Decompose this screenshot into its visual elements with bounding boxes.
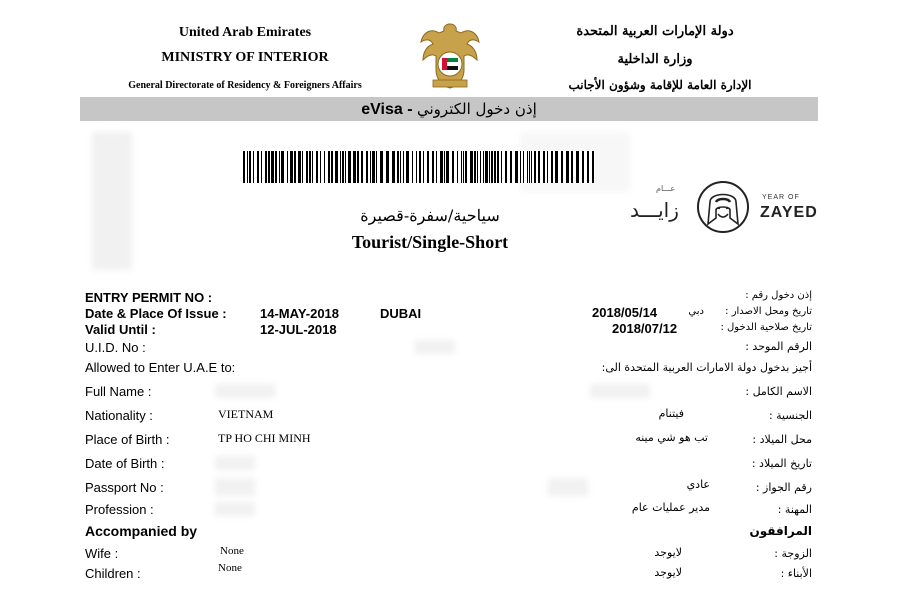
place-of-birth-label-ar: محل الميلاد :	[752, 433, 812, 446]
valid-until-label-ar: تاريخ صلاحية الدخول :	[720, 322, 812, 333]
valid-until-value: 12-JUL-2018	[260, 322, 337, 337]
zayed-portrait-icon	[696, 180, 750, 234]
valid-until-label: Valid Until :	[85, 322, 156, 337]
entry-permit-label-ar: إذن دخول رقم :	[745, 290, 812, 301]
profession-label-ar: المهنة :	[777, 503, 812, 516]
country-name-en: United Arab Emirates	[178, 25, 312, 40]
nationality-value: VIETNAM	[218, 407, 274, 421]
zayed-word: ZAYED	[760, 204, 818, 221]
wife-label-ar: الزوجة :	[774, 547, 812, 560]
zayed-ar-small: عـــام	[656, 184, 676, 193]
redacted-passport	[215, 478, 255, 496]
full-name-label: Full Name :	[85, 384, 152, 399]
date-place-issue-label: Date & Place Of Issue :	[85, 306, 227, 321]
passport-type-ar: عادي	[686, 478, 710, 491]
allowed-label-ar: أجيز بدخول دولة الامارات العربية المتحدة الى:	[601, 361, 812, 374]
entry-permit-label: ENTRY PERMIT NO :	[85, 290, 213, 305]
issue-date-value-ar: 2018/05/14	[592, 305, 658, 320]
profession-value-ar: مدير عمليات عام	[631, 501, 710, 514]
directorate-name-ar: الإدارة العامة للإقامة وشؤون الأجانب	[568, 78, 752, 92]
place-of-birth-label: Place of Birth :	[85, 432, 170, 447]
evisa-label: eVisa -	[361, 101, 417, 118]
barcode-gap	[594, 151, 595, 183]
nationality-label: Nationality :	[85, 408, 153, 423]
place-of-birth-value-ar: تب هو شي مينه	[635, 431, 708, 444]
redacted-profession	[215, 502, 255, 516]
zayed-year-of: YEAR OF	[762, 194, 800, 201]
nationality-value-ar: فيتنام	[658, 407, 684, 420]
evisa-label-ar: إذن دخول الكتروني	[417, 100, 537, 118]
allowed-label: Allowed to Enter U.A.E to:	[85, 360, 236, 375]
full-name-label-ar: الاسم الكامل :	[745, 385, 812, 398]
wife-value-ar: لايوجد	[654, 546, 682, 559]
ministry-name-en: MINISTRY OF INTERIOR	[161, 50, 329, 65]
passport-no-label: Passport No :	[85, 480, 164, 495]
redacted-block	[92, 132, 132, 270]
visa-type-en: Tourist/Single-Short	[351, 232, 509, 252]
children-value-ar: لايوجد	[654, 566, 682, 579]
children-value: None	[218, 562, 242, 574]
valid-until-value-ar: 2018/07/12	[612, 321, 678, 336]
zayed-ar-big: زايـــد	[630, 198, 679, 222]
accompanied-label: Accompanied by	[85, 523, 198, 539]
uid-label: U.I.D. No :	[85, 340, 146, 355]
children-label-ar: الأبناء :	[780, 567, 812, 580]
date-place-issue-label-ar: تاريخ ومحل الاصدار :	[725, 306, 812, 317]
wife-value: None	[220, 545, 244, 557]
country-name-ar: دولة الإمارات العربية المتحدة	[576, 24, 734, 39]
issue-place-value-ar: دبي	[688, 306, 704, 317]
visa-type-ar: سياحية/سفرة-قصيرة	[360, 206, 500, 225]
barcode	[243, 151, 595, 183]
issue-place-value: DUBAI	[380, 306, 422, 321]
ministry-name-ar: وزارة الداخلية	[617, 52, 693, 67]
children-label: Children :	[85, 566, 141, 581]
issue-date-value: 14-MAY-2018	[260, 306, 340, 321]
directorate-name-en: General Directorate of Residency & Foreigners Affairs	[128, 80, 362, 91]
uid-label-ar: الرقم الموحد :	[745, 340, 812, 353]
redacted-uid	[415, 340, 455, 354]
redacted-name	[215, 384, 275, 398]
redacted-dob	[215, 456, 255, 470]
year-of-zayed-logo	[630, 178, 825, 240]
place-of-birth-value: TP HO CHI MINH	[218, 431, 311, 445]
date-of-birth-label-ar: تاريخ الميلاد :	[751, 457, 812, 470]
date-of-birth-label: Date of Birth :	[85, 456, 165, 471]
profession-label: Profession :	[85, 502, 154, 517]
redacted-name-ar	[590, 384, 650, 398]
evisa-banner	[80, 97, 818, 121]
passport-no-label-ar: رقم الجواز :	[755, 481, 812, 494]
wife-label: Wife :	[85, 546, 119, 561]
redacted-passport-ar	[548, 478, 588, 496]
uae-falcon-emblem-icon	[417, 18, 483, 94]
accompanied-label-ar: المرافقون	[749, 524, 812, 538]
nationality-label-ar: الجنسية :	[768, 409, 812, 422]
